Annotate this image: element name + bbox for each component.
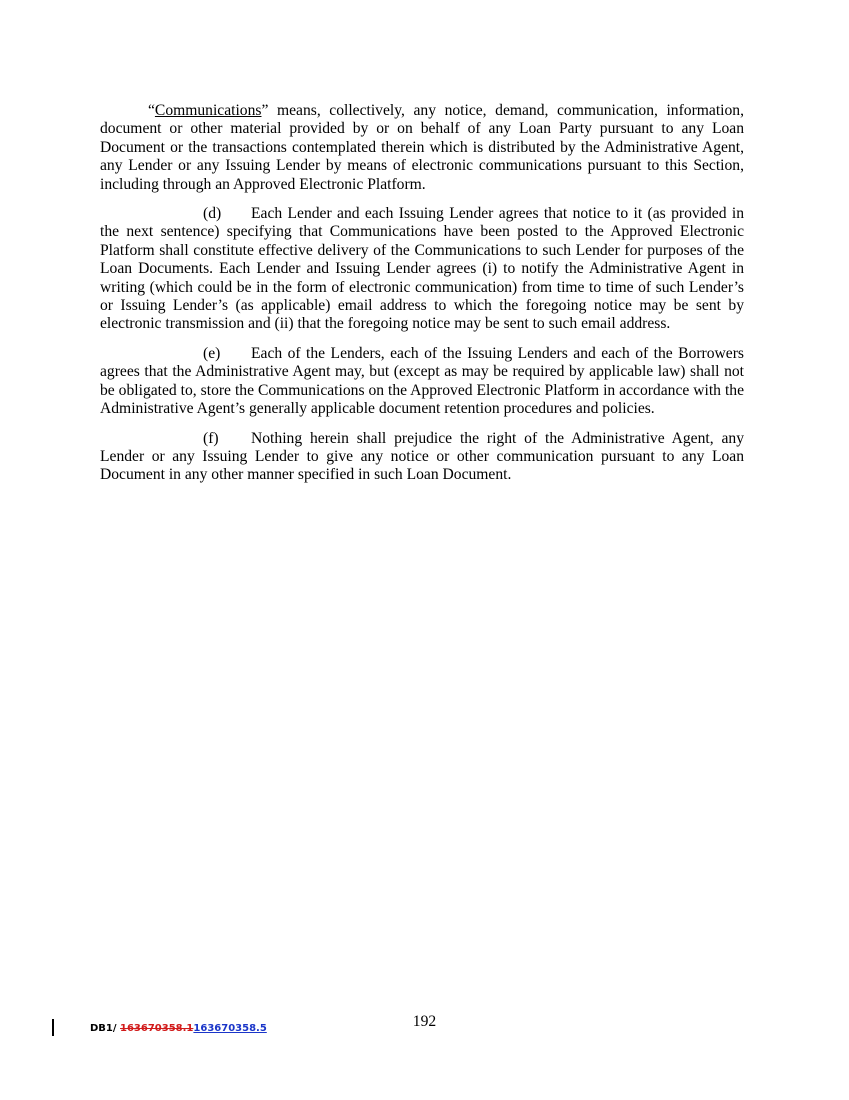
definition-open-quote: “ <box>148 102 155 119</box>
document-body <box>100 102 744 496</box>
clause-d-text: Each Lender and each Issuing Lender agrees that notice to it (as provided in the next sentence) specifying that Communications have been posted to the Approved Electronic Platform shall constitute effective delivery of the Communications to such Lender for purposes of the Loan Documents. Each Lender and Issuing Lender agrees (i) to notify the Administrative Agent in writing (which could be in the form of electronic communication) from time to time of such Lender’s or Issuing Lender’s (as applicable) email address to which the foregoing notice may be sent by electronic transmission and (ii) that the foregoing notice may be sent to such email address. <box>100 205 744 333</box>
clause-f-paragraph <box>100 430 744 485</box>
clause-d-label: (d) <box>203 205 222 223</box>
definition-text: means, collectively, any notice, demand, communication, information, document or other material provided by or on behalf of any Loan Party pursuant to any Loan Document or the transactions contemplated therein which is distributed by the Administrative Agent, any Lender or any Issuing Lender by means of electronic communications pursuant to this Section, including through an Approved Electronic Platform. <box>100 102 744 193</box>
clause-e-paragraph <box>100 345 744 419</box>
doc-id-inserted: 163670358.5 <box>193 1023 267 1034</box>
definition-close-quote: ” <box>261 102 269 119</box>
clause-e-label: (e) <box>203 344 221 362</box>
page-number: 192 <box>412 1013 437 1030</box>
clause-f-label: (f) <box>203 429 219 447</box>
clause-d-paragraph <box>100 205 744 334</box>
doc-id-prefix: DB1/ <box>90 1023 121 1034</box>
doc-id-deleted: 163670358.1 <box>120 1023 194 1034</box>
clause-e-text: Each of the Lenders, each of the Issuing Lenders and each of the Borrowers agrees that the Administrative Agent may, but (except as may be required by applicable law) shall not be obligated to, store the Communications on the Approved Electronic Platform in accordance with the Administrative Agent’s generally applicable document retention procedures and policies. <box>100 344 744 418</box>
clause-f-text: Nothing herein shall prejudice the right of the Administrative Agent, any Lender or any Issuing Lender to give any notice or other communication pursuant to any Loan Document in any other manner specified in such Loan Document. <box>100 429 744 484</box>
definition-paragraph <box>100 102 744 194</box>
defined-term: Communications <box>154 102 262 119</box>
